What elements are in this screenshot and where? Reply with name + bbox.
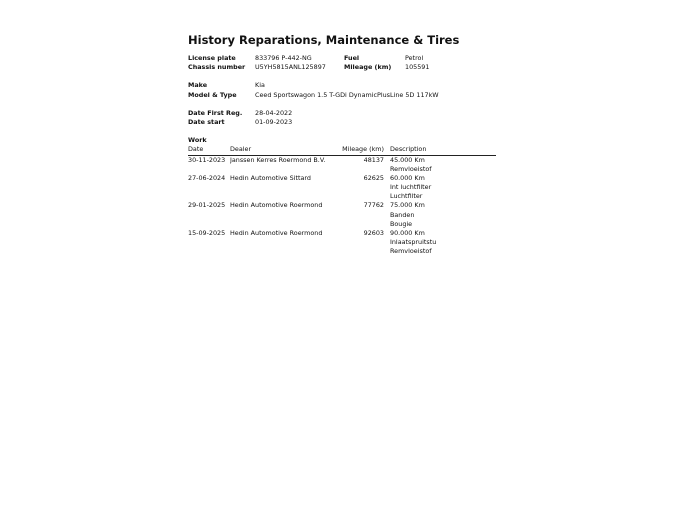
license-plate-label: License plate: [188, 54, 236, 62]
vehicle-info-section: [188, 54, 498, 72]
first-reg-row: [188, 109, 498, 118]
row-mileage: 77762: [363, 201, 384, 210]
col-dealer-header: Dealer: [230, 145, 342, 155]
row-date: 27-06-2024: [188, 173, 226, 182]
mileage-label: Mileage (km): [344, 63, 392, 72]
make-label: Make: [188, 81, 208, 90]
work-section: [188, 136, 498, 256]
start-date-label: Date start: [188, 117, 225, 126]
model-value: Ceed Sportswagon 1.5 T-GDi DynamicPlusLine 5D 117kW: [255, 90, 439, 99]
model-row: [188, 91, 498, 100]
work-table-header: [188, 145, 496, 155]
license-plate-row: [188, 54, 498, 63]
table-row: [188, 201, 496, 229]
description-line: Remvloeistof: [390, 247, 432, 256]
row-description: [390, 155, 496, 174]
start-date-value: 01-09-2023: [255, 117, 293, 126]
row-description: [390, 174, 496, 202]
description-line: 75.000 Km: [390, 201, 425, 210]
description-line: Luchtfilter: [390, 192, 423, 201]
fuel-value: Petrol: [405, 54, 424, 62]
table-row: [188, 229, 496, 257]
row-mileage: 92603: [363, 229, 384, 238]
col-mileage-header: Mileage (km): [342, 145, 390, 155]
row-description: [390, 229, 496, 257]
description-line: 60.000 Km: [390, 173, 425, 182]
row-dealer: Hedin Automotive Roermond: [230, 201, 323, 210]
description-line: 45.000 Km: [390, 155, 425, 164]
table-row: [188, 155, 496, 174]
mileage-value: 105591: [405, 63, 430, 72]
description-line: Inlaatspruitstu: [390, 238, 437, 247]
dates-section: [188, 109, 498, 127]
model-label: Model & Type: [188, 90, 237, 99]
make-value: Kia: [255, 81, 265, 90]
make-row: [188, 81, 498, 90]
row-dealer: Janssen Kerres Roermond B.V.: [230, 155, 326, 164]
chassis-label: Chassis number: [188, 63, 246, 72]
description-line: Banden: [390, 210, 415, 219]
work-table: [188, 145, 496, 256]
work-table-body: [188, 155, 496, 257]
row-description: [390, 201, 496, 229]
history-report: [188, 32, 498, 257]
license-plate-value: 833796 P-442-NG: [255, 54, 312, 62]
first-reg-value: 28-04-2022: [255, 108, 293, 117]
chassis-row: [188, 63, 498, 72]
row-mileage: 48137: [363, 155, 384, 164]
first-reg-label: Date First Reg.: [188, 108, 243, 117]
row-dealer: Hedin Automotive Roermond: [230, 229, 323, 238]
row-date: 29-01-2025: [188, 201, 226, 210]
chassis-value: U5YH5815ANL125897: [255, 63, 326, 72]
make-model-section: [188, 81, 498, 99]
description-line: 90.000 Km: [390, 229, 425, 238]
col-description-header: Description: [390, 145, 496, 155]
description-line: Remvloeistof: [390, 164, 432, 173]
row-date: 30-11-2023: [188, 155, 226, 164]
description-line: Bougie: [390, 219, 413, 228]
row-date: 15-09-2025: [188, 229, 226, 238]
page-title: History Reparations, Maintenance & Tires: [188, 33, 460, 47]
row-dealer: Hedin Automotive Sittard: [230, 173, 311, 182]
description-line: Int luchtfilter: [390, 183, 432, 192]
work-title: Work: [188, 136, 207, 145]
col-date-header: Date: [188, 145, 230, 155]
start-date-row: [188, 118, 498, 127]
table-row: [188, 174, 496, 202]
row-mileage: 62625: [363, 173, 384, 182]
fuel-label: Fuel: [344, 54, 360, 62]
